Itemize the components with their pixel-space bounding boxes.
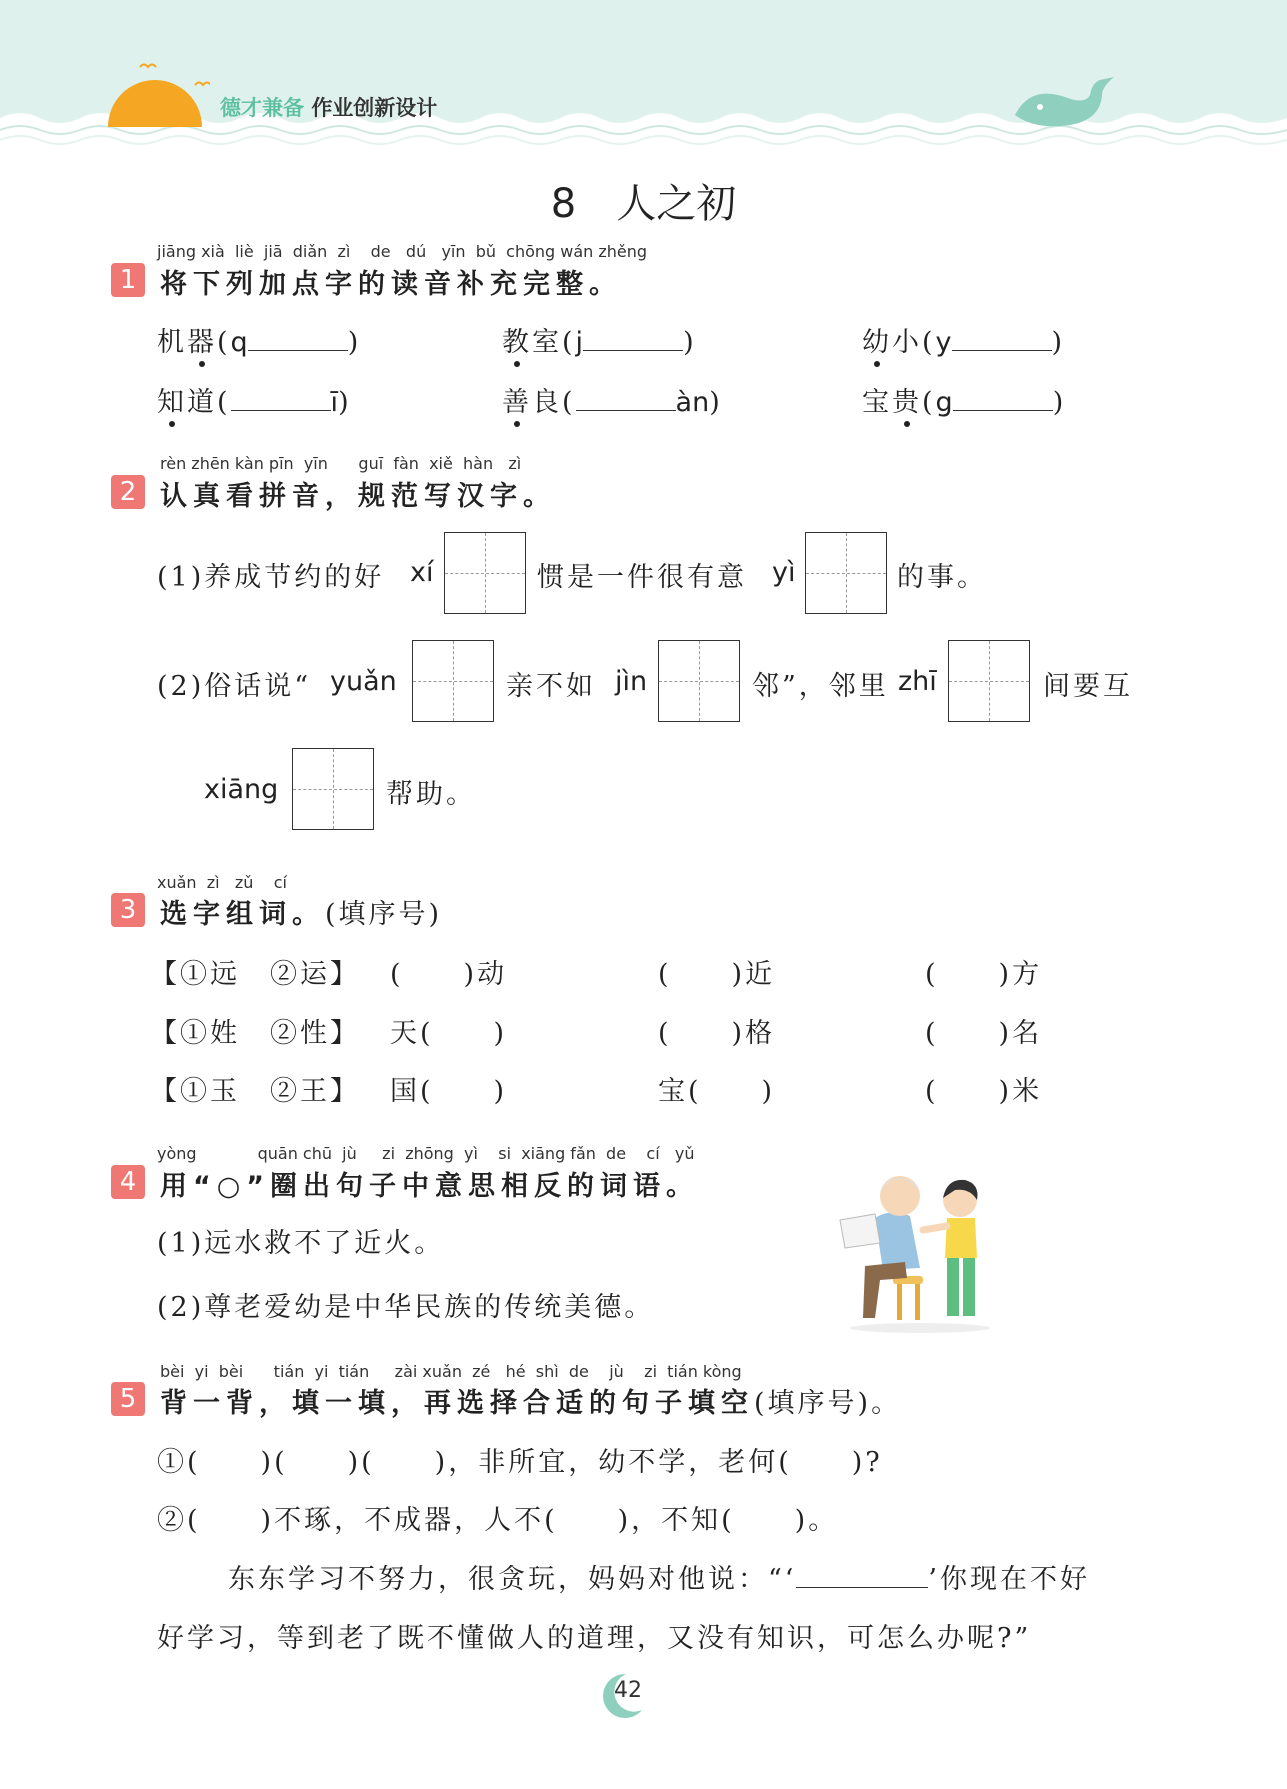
s2-q1-pinyin-2: yì xyxy=(772,557,796,588)
s3-row-3-col-1: 国( ) xyxy=(390,1076,508,1107)
section1-number-badge: 1 xyxy=(111,263,145,297)
dotted-char: 器 xyxy=(187,327,217,358)
page-header xyxy=(0,0,1287,155)
s3-row-1-options: 【①远 ②运】 xyxy=(150,959,360,990)
section5-heading: 背一背，填一填，再选择合适的句子填空(填序号)。 xyxy=(160,1388,902,1419)
s2-q2-pinyin-4: xiāng xyxy=(204,774,279,805)
answer-blank[interactable] xyxy=(953,383,1053,411)
s4-sentence-1: (1)远水救不了近火。 xyxy=(157,1228,445,1259)
writing-grid-box[interactable] xyxy=(805,532,887,614)
s2-q2-part-a: (2)俗话说“ xyxy=(157,671,312,702)
answer-blank[interactable] xyxy=(796,1560,928,1588)
section5-heading-note: (填序号)。 xyxy=(754,1388,902,1419)
s3-row-1-col-3: ( )方 xyxy=(925,959,1043,990)
s2-q2-part-c: 邻”，邻里 xyxy=(752,671,889,702)
s3-row-3-col-3: ( )米 xyxy=(925,1076,1043,1107)
answer-blank[interactable] xyxy=(248,323,348,351)
answer-blank[interactable] xyxy=(952,323,1052,351)
section3-number-badge: 3 xyxy=(111,893,145,927)
s1-item-2: 教室(j ) xyxy=(502,320,697,359)
section5-number-badge: 5 xyxy=(111,1382,145,1416)
section2-number-badge: 2 xyxy=(111,475,145,509)
s2-q2-part-b: 亲不如 xyxy=(506,671,596,702)
brand-dark-text: 作业创新设计 xyxy=(311,95,438,120)
section5-pinyin: bèi yi bèi tián yi tián zài xuǎn zé hé shì de jù zi tián kòng xyxy=(160,1362,742,1381)
s2-q1-part-c: 的事。 xyxy=(897,562,987,593)
sun-icon xyxy=(100,55,210,130)
brand-label xyxy=(220,92,437,122)
s3-row-2-col-3: ( )名 xyxy=(925,1018,1043,1049)
s3-row-3-options: 【①玉 ②王】 xyxy=(150,1076,360,1107)
s1-item-5: 善良( àn) xyxy=(502,380,723,419)
dotted-char: 善 xyxy=(502,387,532,418)
s3-row-3-col-2: 宝( ) xyxy=(658,1076,776,1107)
s3-row-1-col-1: ( )动 xyxy=(390,959,508,990)
writing-grid-box[interactable] xyxy=(948,640,1030,722)
section2-pinyin: rèn zhēn kàn pīn yīn guī fàn xiě hàn zì xyxy=(160,454,522,473)
dotted-char: 教 xyxy=(502,327,532,358)
section3-heading-note: (填序号) xyxy=(325,899,443,930)
s2-q1-part-b: 惯是一件很有意 xyxy=(537,562,747,593)
section3-heading: 选字组词。(填序号) xyxy=(160,899,443,930)
section4-number-badge: 4 xyxy=(111,1165,145,1199)
section2-heading: 认真看拼音，规范写汉字。 xyxy=(160,481,556,512)
brand-green-text: 德才兼备 xyxy=(220,95,304,120)
section1-heading: 将下列加点字的读音补充完整。 xyxy=(160,269,622,300)
answer-blank[interactable] xyxy=(231,383,331,411)
answer-blank[interactable] xyxy=(583,323,683,351)
s2-q2-pinyin-1: yuǎn xyxy=(330,666,397,697)
writing-grid-box[interactable] xyxy=(292,748,374,830)
s3-row-1-col-2: ( )近 xyxy=(658,959,776,990)
dotted-char: 贵 xyxy=(892,387,922,418)
dotted-char: 幼 xyxy=(862,327,892,358)
section4-heading: 用“○”圈出句子中意思相反的词语。 xyxy=(160,1171,700,1202)
s2-q2-part-d: 间要互 xyxy=(1043,671,1133,702)
s3-row-2-col-2: ( )格 xyxy=(658,1018,776,1049)
s2-q2-pinyin-2: jìn xyxy=(615,666,648,697)
s1-item-6: 宝贵(g ) xyxy=(862,380,1066,419)
whale-icon xyxy=(1010,75,1115,135)
s2-q1-pinyin-1: xí xyxy=(410,557,434,588)
s1-item-4: 知道( ī) xyxy=(157,380,352,419)
writing-grid-box[interactable] xyxy=(658,640,740,722)
s2-q1-part-a: (1)养成节约的好 xyxy=(157,562,385,593)
s5-paragraph-line-1: 东东学习不努力，很贪玩，妈妈对他说：“‘ ’你现在不好 xyxy=(228,1557,1090,1596)
s3-row-2-options: 【①姓 ②性】 xyxy=(150,1018,360,1049)
s4-sentence-2: (2)尊老爱幼是中华民族的传统美德。 xyxy=(157,1292,655,1323)
s1-item-1: 机器(q ) xyxy=(157,320,361,359)
s1-item-3: 幼小(y ) xyxy=(862,320,1065,359)
page-title: 8 人之初 xyxy=(550,181,737,227)
answer-blank[interactable] xyxy=(576,383,676,411)
s5-row-2: ②( )不琢，不成器，人不( )，不知( )。 xyxy=(157,1505,839,1536)
section3-pinyin: xuǎn zì zǔ cí xyxy=(157,873,287,892)
s5-paragraph-line-2: 好学习，等到老了既不懂做人的道理，又没有知识，可怎么办呢?” xyxy=(157,1623,1032,1654)
s5-row-1: ①( )( )( )，非所宜，幼不学，老何( )? xyxy=(157,1447,883,1478)
page-number: 42 xyxy=(614,1678,642,1703)
grandpa-child-illustration xyxy=(835,1158,1015,1338)
section4-pinyin: yòng quān chū jù zi zhōng yì si xiāng fǎn de cí yǔ xyxy=(157,1144,695,1163)
s2-q2-part-e: 帮助。 xyxy=(386,779,476,810)
dotted-char: 知 xyxy=(157,387,187,418)
writing-grid-box[interactable] xyxy=(444,532,526,614)
s3-row-2-col-1: 天( ) xyxy=(390,1018,508,1049)
writing-grid-box[interactable] xyxy=(412,640,494,722)
s2-q2-pinyin-3: zhī xyxy=(898,666,937,697)
section1-pinyin: jiāng xià liè jiā diǎn zì de dú yīn bǔ chōng wán zhěng xyxy=(157,242,648,261)
